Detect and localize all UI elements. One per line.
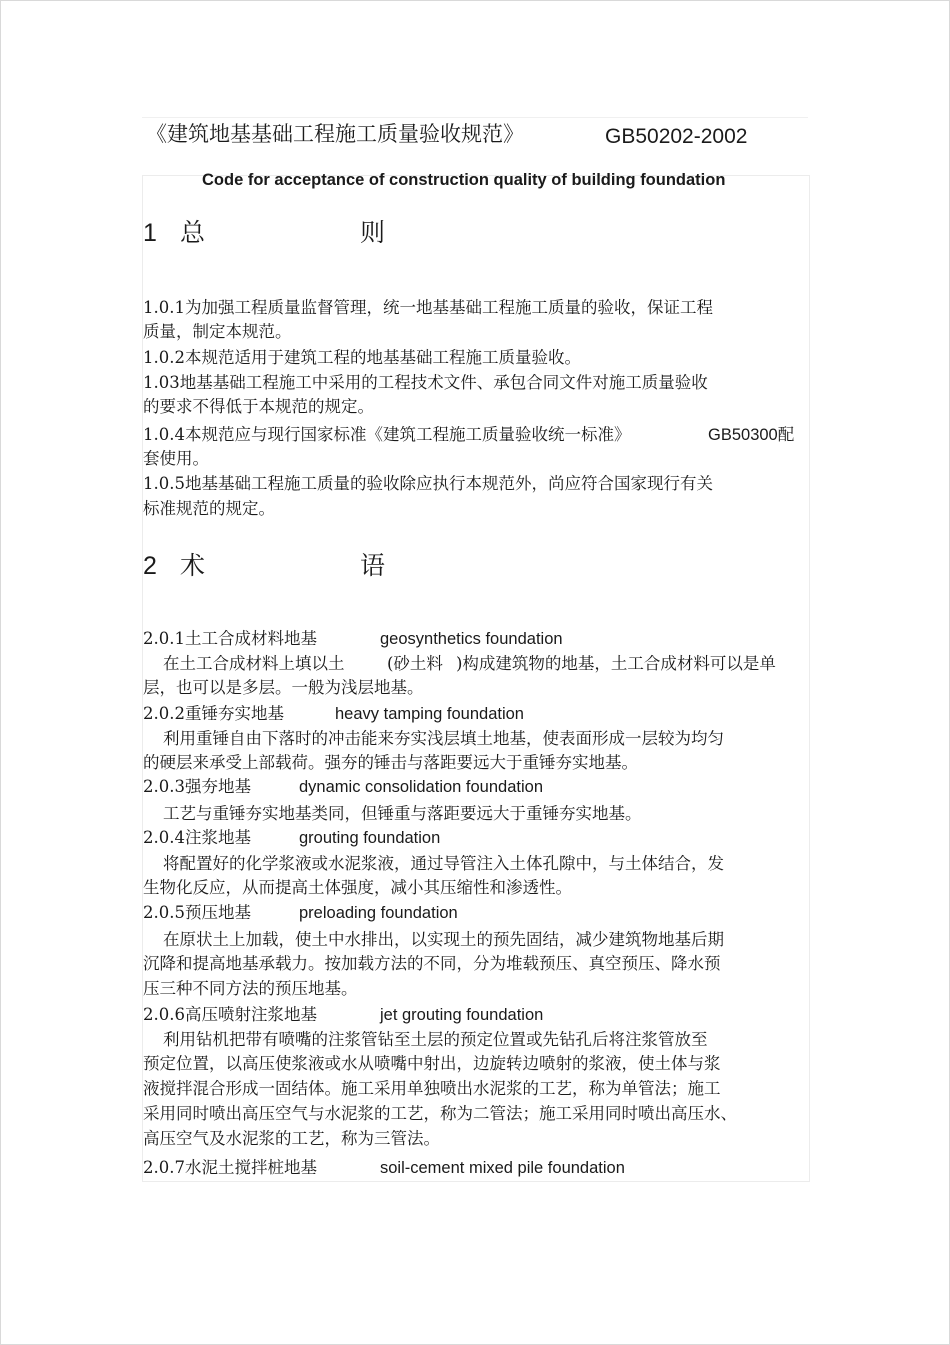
clause-1-0-5-line-1: 1.0.5地基基础工程施工质量的验收除应执行本规范外，尚应符合国家现行有关 (143, 474, 713, 493)
term-2-0-6-body-line-5: 高压空气及水泥浆的工艺，称为三管法。 (143, 1129, 440, 1148)
section-1-char-2: 则 (360, 218, 386, 247)
term-2-0-4-cn: 2.0.4注浆地基 (143, 828, 251, 847)
term-2-0-1-en: geosynthetics foundation (380, 630, 563, 648)
term-2-0-2-body-line-2: 的硬层来承受上部载荷。强夯的锤击与落距要远大于重锤夯实地基。 (143, 753, 638, 772)
term-2-0-5-body-line-3: 压三种不同方法的预压地基。 (143, 979, 358, 998)
term-2-0-1-body-b: (砂土料 (387, 654, 443, 673)
section-2-char-2: 语 (360, 551, 386, 580)
term-2-0-5-cn: 2.0.5预压地基 (143, 903, 251, 922)
clause-1-0-4-line-1: 1.0.4本规范应与现行国家标准《建筑工程施工质量验收统一标准》 (143, 425, 631, 444)
term-2-0-5-body-line-2: 沉降和提高地基承载力。按加载方法的不同，分为堆载预压、真空预压、降水预 (143, 954, 721, 973)
term-2-0-3-body: 工艺与重锤夯实地基类同，但锤重与落距要远大于重锤夯实地基。 (163, 804, 642, 823)
term-2-0-4-en: grouting foundation (299, 829, 441, 847)
section-1-char-1: 总 (180, 218, 206, 247)
header-rule (142, 117, 808, 118)
clause-1-03-line-2: 的要求不得低于本规范的规定。 (143, 397, 374, 416)
term-2-0-2-en: heavy tamping foundation (335, 705, 524, 723)
term-2-0-1-body-c: )构成建筑物的地基，土工合成材料可以是单 (456, 654, 776, 673)
clause-1-0-1-line-2: 质量，制定本规范。 (143, 322, 292, 341)
term-2-0-1-cn: 2.0.1土工合成材料地基 (143, 629, 317, 648)
clause-1-0-4-line-2: 套使用。 (143, 449, 209, 468)
term-2-0-4-body-line-1: 将配置好的化学浆液或水泥浆液，通过导管注入土体孔隙中，与土体结合，发 (163, 854, 724, 873)
term-2-0-2-body-line-1: 利用重锤自由下落时的冲击能来夯实浅层填土地基，使表面形成一层较为均匀 (163, 729, 724, 748)
term-2-0-6-body-line-3: 液搅拌混合形成一固结体。施工采用单独喷出水泥浆的工艺，称为单管法；施工 (143, 1079, 721, 1098)
term-2-0-6-body-line-4: 采用同时喷出高压空气与水泥浆的工艺，称为二管法；施工采用同时喷出高压水、 (143, 1104, 737, 1123)
clause-1-0-5-line-2: 标准规范的规定。 (143, 499, 275, 518)
clause-1-0-4-code: GB50300配 (708, 426, 795, 444)
document-code: GB50202-2002 (605, 125, 748, 148)
clause-1-0-1-line-1: 1.0.1为加强工程质量监督管理，统一地基基础工程施工质量的验收，保证工程 (143, 298, 713, 317)
term-2-0-6-cn: 2.0.6高压喷射注浆地基 (143, 1005, 317, 1024)
document-subtitle: Code for acceptance of construction quality of building foundation (202, 171, 726, 189)
section-2-char-1: 术 (180, 551, 206, 580)
section-1-heading (143, 217, 157, 249)
clause-1-0-2: 1.0.2本规范适用于建筑工程的地基基础工程施工质量验收。 (143, 348, 581, 367)
section-1-number: 1 (143, 219, 157, 247)
section-2-number: 2 (143, 552, 157, 580)
clause-1-03-line-1: 1.03地基基础工程施工中采用的工程技术文件、承包合同文件对施工质量验收 (143, 373, 708, 392)
term-2-0-7-cn: 2.0.7水泥土搅拌桩地基 (143, 1158, 317, 1177)
term-2-0-6-body-line-2: 预定位置，以高压使浆液或水从喷嘴中射出，边旋转边喷射的浆液，使土体与浆 (143, 1054, 721, 1073)
term-2-0-1-body-a: 在土工合成材料上填以土 (163, 654, 345, 673)
term-2-0-4-body-line-2: 生物化反应，从而提高土体强度，减小其压缩性和渗透性。 (143, 878, 572, 897)
term-2-0-1-body-line-2: 层，也可以是多层。一般为浅层地基。 (143, 678, 424, 697)
term-2-0-3-en: dynamic consolidation foundation (299, 778, 543, 796)
term-2-0-6-en: jet grouting foundation (380, 1006, 544, 1024)
section-2-heading (143, 550, 157, 582)
term-2-0-6-body-line-1: 利用钻机把带有喷嘴的注浆管钻至土层的预定位置或先钻孔后将注浆管放至 (163, 1030, 708, 1049)
term-2-0-5-en: preloading foundation (299, 904, 458, 922)
document-title: 《建筑地基基础工程施工质量验收规范》 (146, 122, 524, 146)
term-2-0-7-en: soil-cement mixed pile foundation (380, 1159, 625, 1177)
term-2-0-3-cn: 2.0.3强夯地基 (143, 777, 251, 796)
term-2-0-2-cn: 2.0.2重锤夯实地基 (143, 704, 284, 723)
term-2-0-5-body-line-1: 在原状土上加载，使土中水排出，以实现土的预先固结，减少建筑物地基后期 (163, 930, 724, 949)
